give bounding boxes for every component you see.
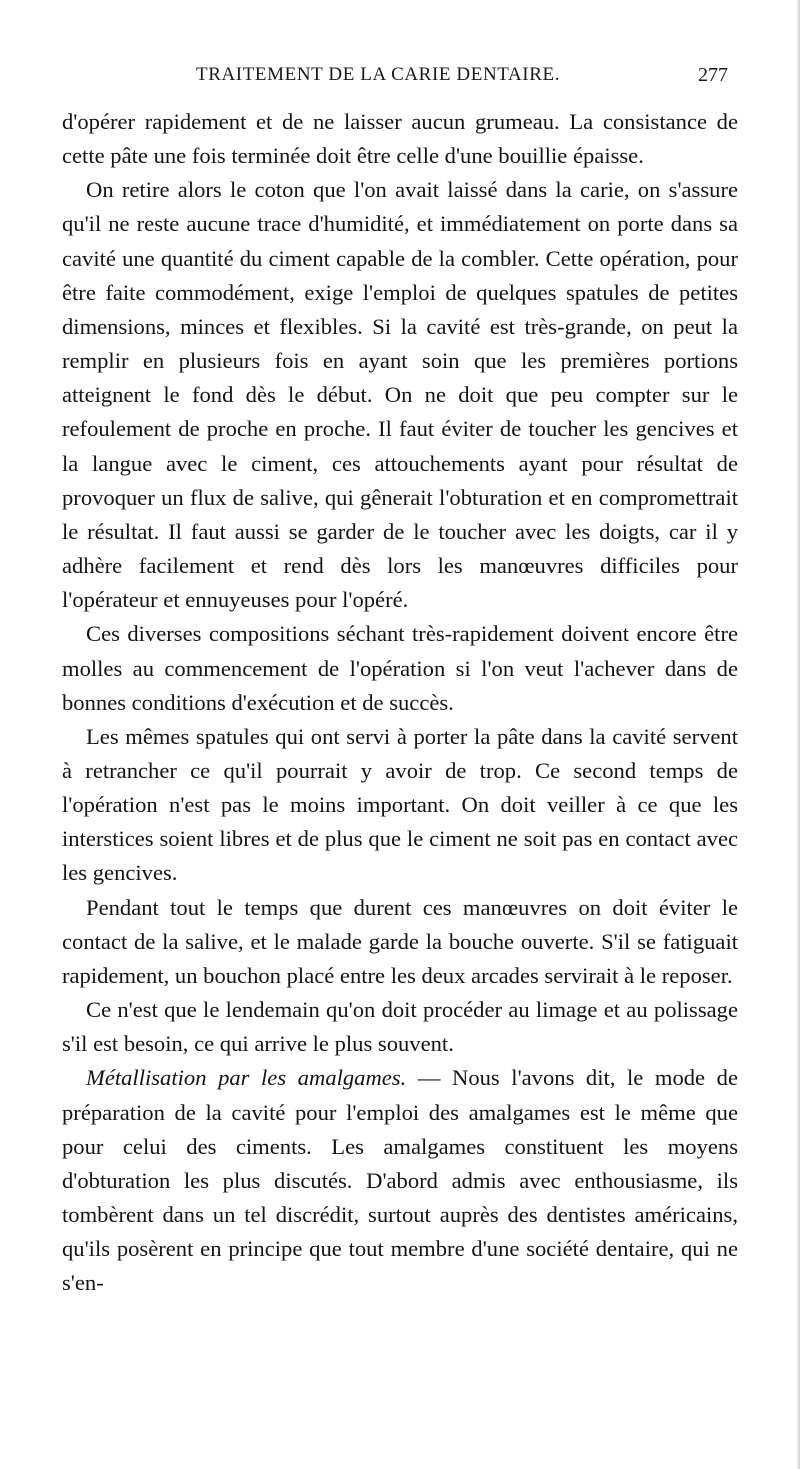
paragraph: Ce n'est que le lendemain qu'on doit procéder au limage et au polissage s'il est besoin, ce qui arrive le plus souvent. bbox=[62, 997, 738, 1057]
section-subheading: Métallisation par les amalgames. bbox=[86, 1065, 407, 1091]
paragraph: d'opérer rapidement et de ne laisser aucun grumeau. La consistance de cette pâte une fois terminée doit être celle d'une bouillie épaisse. bbox=[62, 109, 738, 169]
page-header bbox=[196, 64, 730, 94]
paragraph-with-heading bbox=[62, 1061, 738, 1300]
body-text bbox=[62, 105, 738, 1300]
page-number: 277 bbox=[698, 64, 728, 86]
paragraph: Ces diverses compositions séchant très-rapidement doivent encore être molles au commencement de l'opération si l'on veut l'achever dans de bonnes conditions d'exécution et de succès. bbox=[62, 621, 738, 715]
page-edge-shadow bbox=[796, 0, 800, 1469]
paragraph: Pendant tout le temps que durent ces manœuvres on doit éviter le contact de la salive, et le malade garde la bouche ouverte. S'il se fatiguait rapidement, un bouchon placé entre les deux arcades servirait à le reposer. bbox=[62, 894, 738, 988]
paragraph: Les mêmes spatules qui ont servi à porter la pâte dans la cavité servent à retrancher ce qu'il pourrait y avoir de trop. Ce second temps de l'opération n'est pas le moins important. On doit veiller à ce que les interstices soient libres et de plus que le ciment ne soit pas en contact avec les gencives. bbox=[62, 723, 738, 886]
running-head: TRAITEMENT DE LA CARIE DENTAIRE. bbox=[196, 64, 561, 85]
paragraph-text: — Nous l'avons dit, le mode de préparation de la cavité pour l'emploi des amalgames est le même que pour celui des ciments. Les amalgames constituent les moyens d'obturation les plus discutés. D'abord admis avec enthousiasme, ils tombèrent dans un tel discrédit, surtout auprès des dentistes américains, qu'ils posèrent en principe que tout membre d'une société dentaire, qui ne s'en- bbox=[62, 1065, 738, 1296]
paragraph: On retire alors le coton que l'on avait laissé dans la carie, on s'assure qu'il ne reste aucune trace d'humidité, et immédiatement on porte dans sa cavité une quantité du ciment capable de la combler. Cette opération, pour être faite commodément, exige l'emploi de quelques spatules de petites dimensions, minces et flexibles. Si la cavité est très-grande, on peut la remplir en plusieurs fois en ayant soin que les premières portions atteignent le fond dès le début. On ne doit que peu compter sur le refoulement de proche en proche. Il faut éviter de toucher les gencives et la langue avec le ciment, ces attouchements ayant pour résultat de provoquer un flux de salive, qui gênerait l'obturation et en compromettrait le résultat. Il faut aussi se garder de le toucher avec les doigts, car il y adhère facilement et rend dès lors les manœuvres difficiles pour l'opérateur et ennuyeuses pour l'opéré. bbox=[62, 177, 738, 613]
